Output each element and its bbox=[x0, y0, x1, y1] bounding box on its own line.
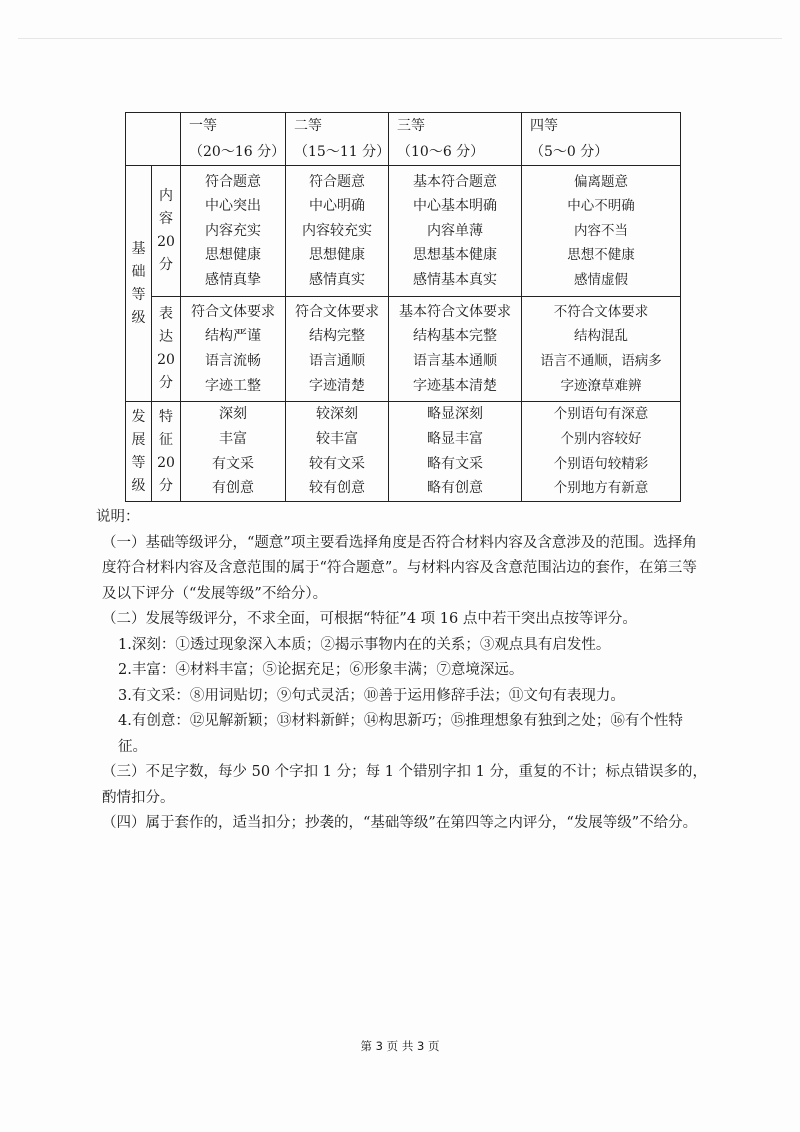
note-item-creative: 4.有创意：⑫见解新颖；⑬材料新鲜；⑭构思新巧；⑮推理想象有独到之处；⑯有个性特征。 bbox=[118, 713, 683, 755]
header-grade-2: 二等 （15～11 分） bbox=[286, 113, 389, 166]
expression-cell-grade-2: 符合文体要求 结构完整 语言通顺 字迹清楚 bbox=[286, 297, 389, 402]
header-row bbox=[126, 113, 681, 166]
note-item-rich: 2.丰富：④材料丰富；⑤论据充足；⑥形象丰满；⑦意境深远。 bbox=[118, 662, 524, 678]
feature-row bbox=[126, 402, 681, 502]
content-cell-grade-4: 偏离题意 中心不明确 内容不当 思想不健康 感情虚假 bbox=[522, 166, 681, 297]
corner-cell bbox=[126, 113, 181, 166]
content-cell-grade-3: 基本符合题意 中心基本明确 内容单薄 思想基本健康 感情基本真实 bbox=[389, 166, 522, 297]
note-plagiarism: （四）属于套作的，适当扣分；抄袭的，“基础等级”在第四等之内评分，“发展等级”不给分。 bbox=[102, 815, 698, 831]
header-grade-4: 四等 （5～0 分） bbox=[522, 113, 681, 166]
scan-edge-line bbox=[18, 38, 782, 39]
note-item-deep: 1.深刻：①透过现象深入本质；②揭示事物内在的关系；③观点具有启发性。 bbox=[118, 636, 611, 653]
header-grade-1: 一等 （20～16 分） bbox=[181, 113, 286, 166]
content-cell-grade-2: 符合题意 中心明确 内容较充实 思想健康 感情真实 bbox=[286, 166, 389, 297]
note-item-literary: 3.有文采：⑧用词贴切；⑨句式灵活；⑩善于运用修辞手法；⑪文句有表现力。 bbox=[118, 687, 625, 704]
feature-cell-grade-4: 个别语句有深意 个别内容较好 个别语句较精彩 个别地方有新意 bbox=[522, 402, 681, 502]
page-number: 第 3 页 共 3 页 bbox=[360, 1039, 440, 1053]
feature-label: 特 征 20 分 bbox=[152, 402, 181, 502]
expression-cell-grade-1: 符合文体要求 结构严谨 语言流畅 字迹工整 bbox=[181, 297, 286, 402]
notes-title: 说明： bbox=[96, 509, 140, 525]
feature-cell-grade-1: 深刻 丰富 有文采 有创意 bbox=[181, 402, 286, 502]
header-grade-3: 三等 （10～6 分） bbox=[389, 113, 522, 166]
scoring-notes bbox=[96, 505, 710, 837]
expression-cell-grade-3: 基本符合文体要求 结构基本完整 语言基本通顺 字迹基本清楚 bbox=[389, 297, 522, 402]
expression-cell-grade-4: 不符合文体要求 结构混乱 语言不通顺，语病多 字迹潦草难辨 bbox=[522, 297, 681, 402]
feature-cell-grade-3: 略显深刻 略显丰富 略有文采 略有创意 bbox=[389, 402, 522, 502]
content-cell-grade-1: 符合题意 中心突出 内容充实 思想健康 感情真挚 bbox=[181, 166, 286, 297]
expression-row bbox=[126, 297, 681, 402]
content-row bbox=[126, 166, 681, 297]
development-level-label: 发 展 等 级 bbox=[126, 402, 152, 502]
expression-label: 表 达 20 分 bbox=[152, 297, 181, 402]
basic-level-label: 基 础 等 级 bbox=[126, 166, 152, 402]
note-word-count: （三）不足字数，每少 50 个字扣 1 分；每 1 个错别字扣 1 分，重复的不计；标点错误多的，酌情扣分。 bbox=[102, 764, 707, 806]
content-label: 内 容 20 分 bbox=[152, 166, 181, 297]
scoring-rubric-table bbox=[125, 112, 681, 502]
note-basic-level: （一）基础等级评分，“题意”项主要看选择角度是否符合材料内容及含意涉及的范围。选择角度符合材料内容及含意范围的属于“符合题意”。与材料内容及含意范围沾边的套作，在第三等及以下评分（“发展等级”不给分）。 bbox=[102, 534, 697, 602]
feature-cell-grade-2: 较深刻 较丰富 较有文采 较有创意 bbox=[286, 402, 389, 502]
note-development-level: （二）发展等级评分，不求全面，可根据“特征”4 项 16 点中若干突出点按等评分。 bbox=[102, 611, 637, 627]
